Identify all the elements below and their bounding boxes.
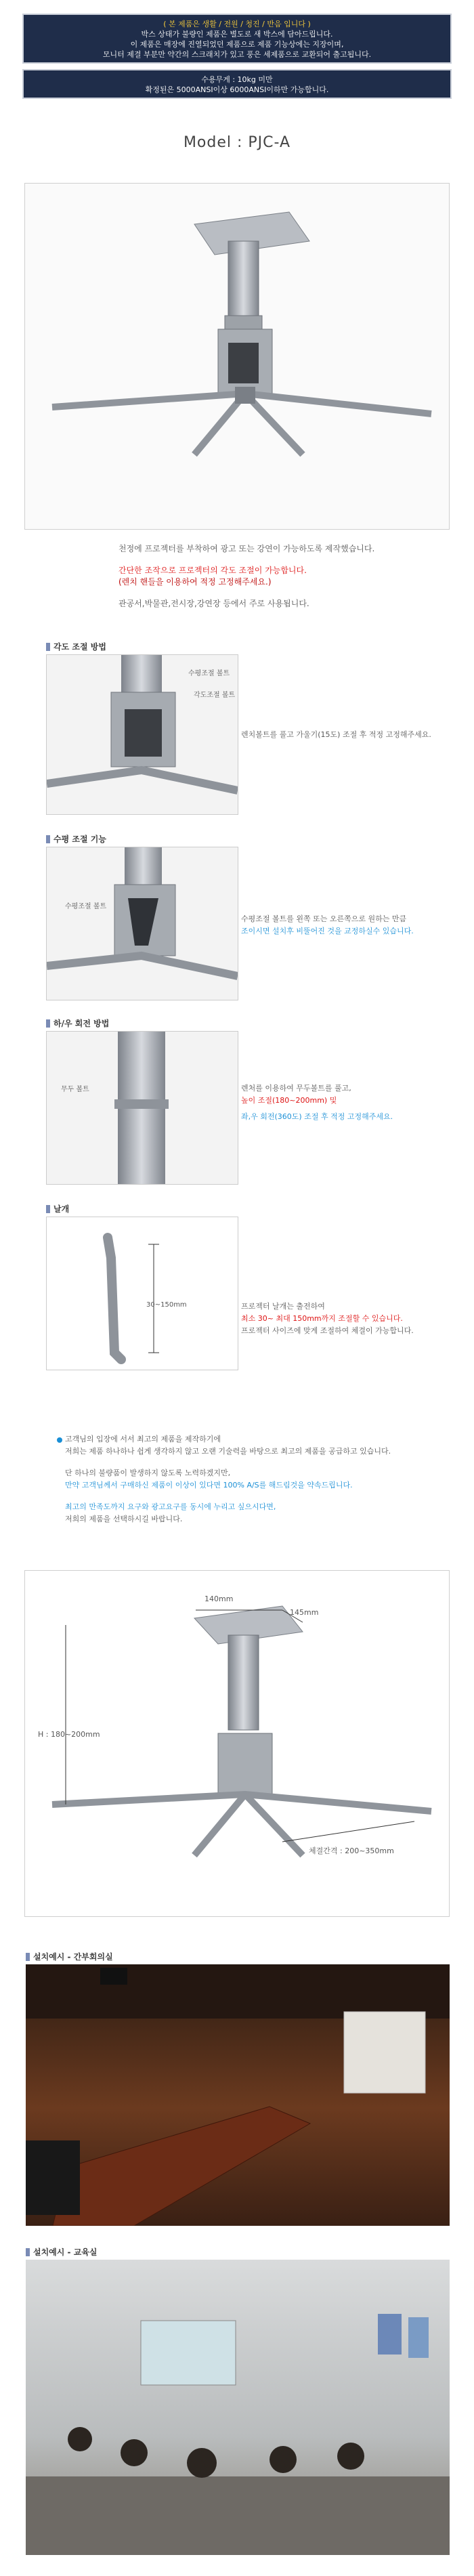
notice-line: 모니터 제결 부분만 약간의 스크래치가 있고 풍은 세제품으로 교환되어 출고됩니다. [102, 50, 372, 59]
customer-line-1: 고객님의 입장에 서서 최고의 제품을 제작하기에 [65, 1435, 221, 1443]
product-image-panel [24, 183, 450, 530]
angle-desc: 렌치볼트를 풀고 가울기(15도) 조절 후 적정 고정해주세요. [241, 730, 431, 739]
wing-photo [46, 1217, 238, 1370]
model-title: Model : PJC-A [183, 134, 291, 151]
install-photo-classroom [26, 2260, 450, 2555]
install-photo-meeting-room [26, 1964, 450, 2226]
wing-desc-3: 프로젝터 사이즈에 맞게 조절하여 체결이 가능합니다. [241, 1326, 414, 1335]
notice-box-weight [22, 69, 452, 99]
section-angle-title: 각도 조절 방법 [46, 641, 106, 652]
level-desc-2: 조이시면 설치후 비뚤어진 것을 교정하실수 있습니다. [241, 927, 414, 935]
angle-label-angle: 각도조절 볼트 [194, 692, 236, 699]
customer-line-6: 저희의 제품을 선택하시길 바랍니다. [65, 1515, 183, 1523]
projector-mount-image [25, 184, 449, 529]
rotate-desc-1: 렌처를 이용하여 무두볼트를 풀고, [241, 1084, 351, 1093]
ansi-text: 확정된은 5000ANSI이상 6000ANSI이하만 가능합니다. [145, 85, 329, 94]
wing-desc-2: 최소 30~ 최대 150mm까지 조절할 수 있습니다. [241, 1314, 403, 1323]
customer-line-4: 만약 고객님께서 구매하신 제품이 이상이 있다면 100% A/S를 해드림것을 약속드립니다. [65, 1481, 353, 1490]
dim-span: 체결간격 : 200~350mm [309, 1846, 394, 1855]
install-example-1-title: 설치예시 - 간부회의실 [26, 1951, 113, 1962]
notice-box-condition [22, 14, 452, 64]
notice-title: ( 본 제품은 생활 / 전원 / 청진 / 반음 입니다 ) [163, 20, 311, 28]
customer-line-5: 최고의 만족도까지 요구와 광고요구를 동시에 누리고 싶으시다면, [65, 1502, 276, 1511]
customer-bullet-icon [57, 1437, 62, 1443]
notice-line: 박스 상태가 불량인 제품은 별도로 새 박스에 담아드립니다. [141, 30, 333, 39]
dimension-diagram-panel [24, 1570, 450, 1917]
rotate-label: 무두 볼트 [61, 1086, 89, 1093]
dim-145: 145mm [290, 1608, 319, 1617]
intro-text-2a: 간단한 조작으로 프로젝터의 각도 조절이 가능합니다. [118, 566, 307, 575]
intro-text-3: 관공서,박물관,전시장,강연장 등에서 주로 사용됩니다. [118, 599, 309, 608]
wing-desc-1: 프로젝터 날개는 출전하여 [241, 1302, 325, 1311]
rotate-desc-2: 높이 조절(180~200mm) 및 [241, 1096, 337, 1105]
level-photo [46, 847, 238, 1000]
customer-line-3: 단 하나의 불량품이 발생하지 않도록 노력하겠지만, [65, 1469, 231, 1477]
notice-line: 이 제품은 매장에 진열되었던 제품으로 제품 기능상에는 지장이며, [130, 40, 344, 49]
level-desc-1: 수평조절 볼트를 왼쪽 또는 오른쪽으로 원하는 만큼 [241, 914, 407, 923]
rotate-desc-3: 좌,우 회전(360도) 조절 후 적정 고정해주세요. [241, 1112, 393, 1121]
rotate-photo [46, 1031, 238, 1185]
dim-height: H : 180~200mm [38, 1730, 100, 1739]
customer-line-2: 저희는 제품 하나하나 쉽게 생각하지 않고 오랜 기술력을 바탕으로 최고의 제품을 공급하고 있습니다. [65, 1447, 391, 1456]
section-level-title: 수평 조절 기능 [46, 833, 106, 845]
level-label: 수평조절 볼트 [65, 903, 107, 910]
section-wing-title: 날개 [46, 1203, 69, 1215]
intro-text-1: 천정에 프로젝터를 부착하여 광고 또는 강연이 가능하도록 제작했습니다. [118, 544, 375, 553]
install-example-2-title: 설치예시 - 교육실 [26, 2246, 97, 2258]
wing-dimension: 30~150mm [146, 1301, 187, 1309]
section-rotate-title: 하/우 회전 방법 [46, 1017, 109, 1029]
dim-140: 140mm [204, 1595, 234, 1603]
angle-label-horizontal: 수평조절 볼트 [188, 670, 230, 677]
weight-text: 수용무게 : 10kg 미만 [201, 75, 273, 84]
intro-text-2b: (렌치 핸들을 이용하여 적정 고정해주세요.) [118, 577, 272, 587]
